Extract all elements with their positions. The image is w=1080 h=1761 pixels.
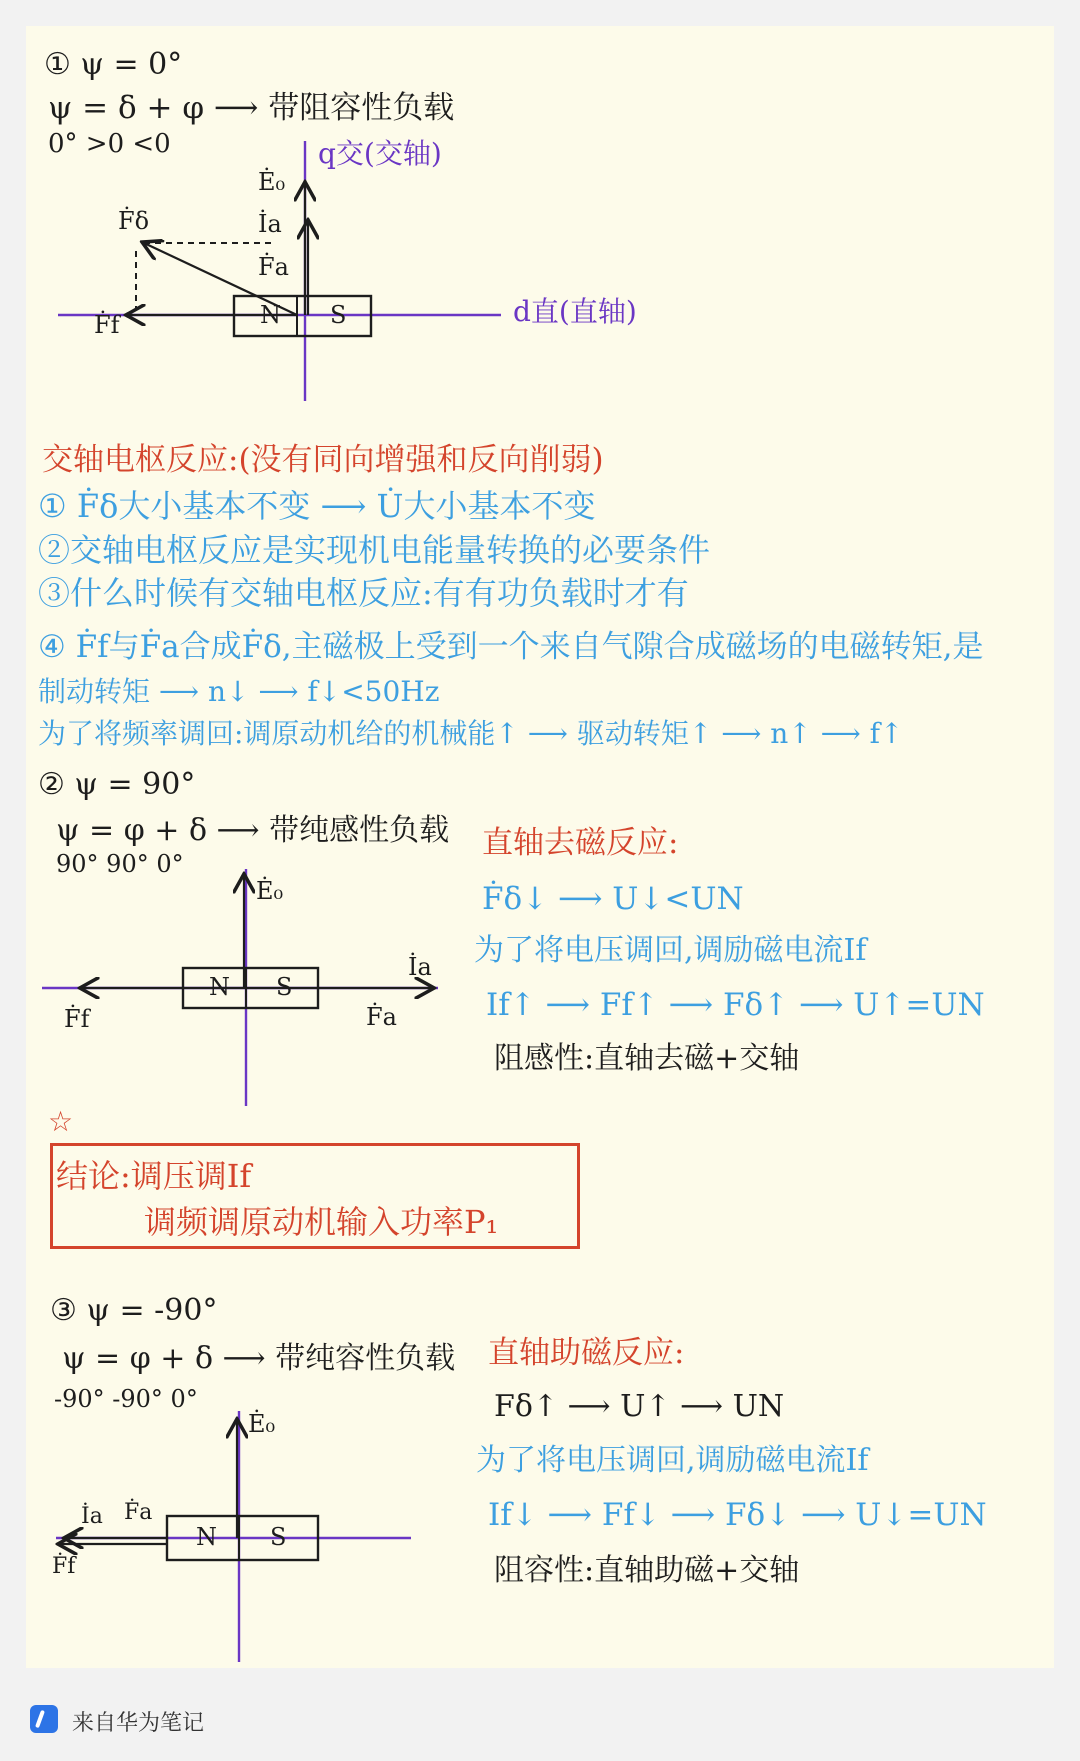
s1-magnet-s: S	[330, 301, 347, 329]
s1-q-axis-label: q交(交轴)	[318, 137, 442, 170]
s3-right-line1: Fδ↑ ⟶ U↑ ⟶ UN	[494, 1389, 785, 1424]
s2-right-line1: Ḟδ↓ ⟶ U↓<UN	[482, 881, 744, 917]
s2-ff-label: Ḟf	[64, 1005, 90, 1033]
s3-magnet-s: S	[270, 1523, 287, 1551]
s1-magnet-n: N	[260, 301, 281, 329]
s3-right-line2: 为了将电压调回,调励磁电流If	[476, 1443, 869, 1478]
star-icon: ☆	[48, 1105, 74, 1138]
notes1-item4-line2: 制动转矩 ⟶ n↓ ⟶ f↓<50Hz	[38, 675, 440, 708]
s3-right-line3: If↓ ⟶ Ff↓ ⟶ Fδ↓ ⟶ U↓=UN	[488, 1497, 987, 1533]
s2-right-line2: 为了将电压调回,调励磁电流If	[474, 933, 867, 968]
s3-e0-label: Ė₀	[248, 1410, 276, 1438]
s2-right-title: 直轴去磁反应:	[482, 825, 679, 861]
s3-fa-label: Ḟa	[124, 1500, 153, 1525]
notes1-item3: ③什么时候有交轴电枢反应:有有功负载时才有	[38, 574, 689, 612]
section3-heading: ③ ψ = -90°	[50, 1293, 218, 1328]
s2-right-line4: 阻感性:直轴去磁+交轴	[494, 1041, 800, 1076]
s1-d-axis-label: d直(直轴)	[513, 295, 637, 328]
section3-formula: ψ = φ + δ ⟶ 带纯容性负载	[62, 1341, 456, 1376]
s2-magnet-n: N	[209, 973, 230, 1001]
s3-ff-label: Ḟf	[52, 1554, 76, 1579]
conclusion-line1: 结论:调压调If	[56, 1157, 252, 1195]
section2-formula: ψ = φ + δ ⟶ 带纯感性负载	[56, 813, 450, 848]
s2-right-line3: If↑ ⟶ Ff↑ ⟶ Fδ↑ ⟶ U↑=UN	[486, 987, 985, 1023]
s3-right-title: 直轴助磁反应:	[488, 1335, 685, 1371]
section2-heading: ② ψ = 90°	[38, 767, 196, 802]
footer-source-text: 来自华为笔记	[72, 1711, 205, 1736]
s3-right-line4: 阻容性:直轴助磁+交轴	[494, 1553, 800, 1588]
section1-formula: ψ = δ + φ ⟶ 带阻容性负载	[48, 90, 455, 126]
section1-heading: ① ψ = 0°	[44, 47, 183, 82]
s1-ff-label: Ḟf	[94, 311, 120, 339]
s1-ia-label: İa	[258, 210, 282, 238]
note-page	[26, 26, 1054, 1668]
s2-fa-label: Ḟa	[366, 1003, 397, 1031]
s2-ia-label: İa	[408, 953, 432, 981]
s3-ia-label: İa	[81, 1504, 103, 1529]
notes1-item1: ① Ḟδ大小基本不变 ⟶ U̇大小基本不变	[38, 487, 596, 525]
s2-magnet-s: S	[276, 973, 293, 1001]
section3-values: -90° -90° 0°	[54, 1385, 198, 1413]
s2-e0-label: Ė₀	[256, 877, 284, 905]
section2-values: 90° 90° 0°	[56, 850, 184, 878]
s1-fa-label: Ḟa	[258, 253, 289, 281]
notes1-item2: ②交轴电枢反应是实现机电能量转换的必要条件	[38, 531, 711, 569]
notes1-title: 交轴电枢反应:(没有同向增强和反向削弱)	[42, 442, 604, 478]
notes1-item4-line1: ④ Ḟf与Ḟa合成Ḟδ,主磁极上受到一个来自气隙合成磁场的电磁转矩,是	[38, 629, 984, 665]
conclusion-line2: 调频调原动机输入功率P₁	[144, 1203, 499, 1241]
s1-fdelta-label: Ḟδ	[118, 207, 150, 235]
s1-e0-label: Ė₀	[258, 168, 286, 196]
s3-magnet-n: N	[196, 1523, 217, 1551]
notes1-item4-line3: 为了将频率调回:调原动机给的机械能↑ ⟶ 驱动转矩↑ ⟶ n↑ ⟶ f↑	[38, 717, 904, 750]
notes-app-icon	[30, 1705, 58, 1733]
section1-values: 0° >0 <0	[48, 129, 171, 159]
